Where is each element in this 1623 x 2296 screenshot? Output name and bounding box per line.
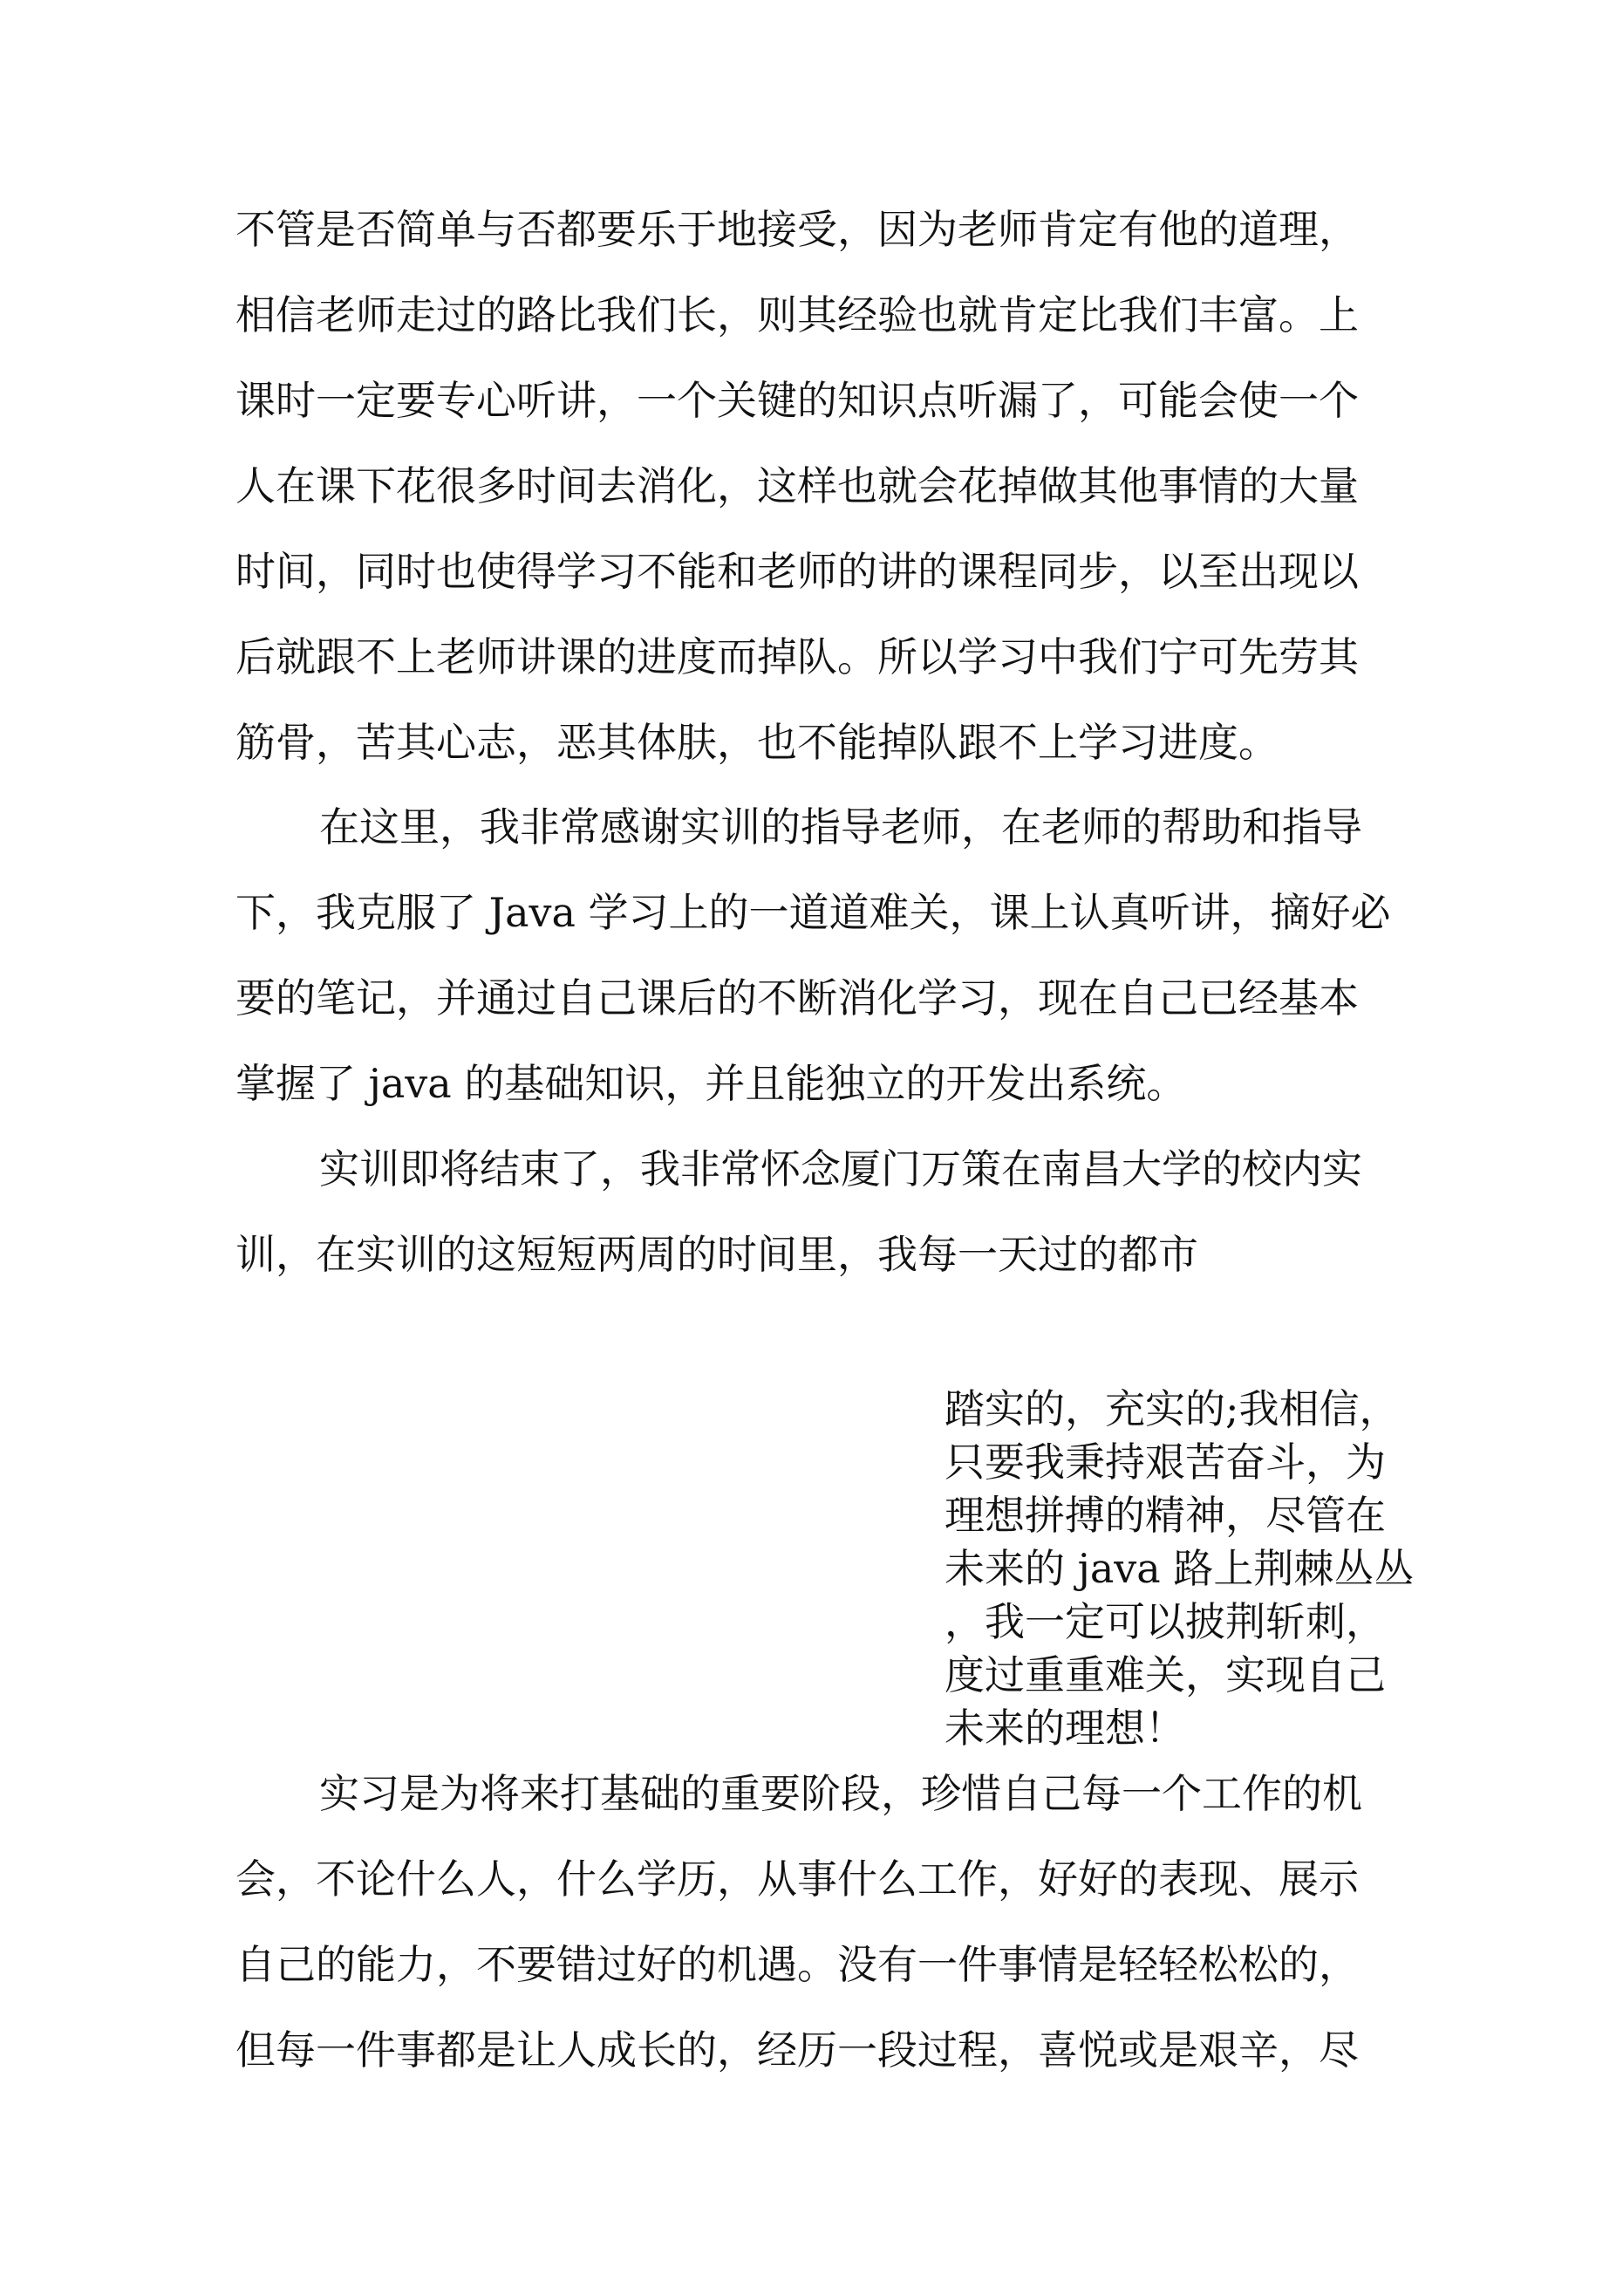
text-line: 课时一定要专心听讲，一个关键的知识点听漏了，可能会使一个	[235, 377, 1359, 424]
paragraph-4-narrow-column	[944, 1383, 1415, 1755]
text-line: 未来的理想！	[944, 1705, 1185, 1752]
text-line: 度过重重难关，实现自己	[944, 1651, 1386, 1698]
text-line: 后就跟不上老师讲课的进度而掉队。所以学习中我们宁可先劳其	[235, 633, 1359, 680]
text-line: 相信老师走过的路比我们长，则其经验也就肯定比我们丰富。上	[235, 291, 1359, 338]
text-line: 未来的 java 路上荆棘丛丛	[944, 1545, 1415, 1592]
text-line: 在这里，我非常感谢实训的指导老师，在老师的帮助和指导	[319, 803, 1362, 851]
text-line: 实训即将结束了，我非常怀念厦门万策在南昌大学的校内实	[319, 1145, 1362, 1192]
text-line: 实习是为将来打基础的重要阶段，珍惜自己每一个工作的机	[319, 1770, 1362, 1817]
text-line: 要的笔记，并通过自己课后的不断消化学习，现在自己已经基本	[235, 974, 1359, 1022]
paragraph-3	[235, 1126, 1408, 1297]
paragraph-5	[235, 1751, 1408, 2093]
text-line: 踏实的，充实的;我相信，	[944, 1385, 1400, 1432]
text-line: 自己的能力，不要错过好的机遇。没有一件事情是轻轻松松的，	[235, 1941, 1359, 1988]
text-line: 会，不论什么人，什么学历，从事什么工作，好好的表现、展示	[235, 1855, 1359, 1903]
text-line: 人在课下花很多时间去消化，这样也就会花掉做其他事情的大量	[235, 462, 1359, 509]
paragraph-1	[235, 187, 1408, 785]
text-line: 训，在实训的这短短两周的时间里，我每一天过的都市	[235, 1231, 1198, 1278]
text-line: 下，我克服了 Java 学习上的一道道难关，课上认真听讲，摘好必	[235, 889, 1391, 936]
text-line: 理想拼搏的精神，尽管在	[944, 1492, 1386, 1539]
text-line: 不管是否简单与否都要乐于地接受，因为老师肯定有他的道理，	[235, 206, 1359, 253]
text-line: 时间，同时也使得学习不能和老师的讲的课程同步，以至出现以	[235, 548, 1359, 595]
text-line: ，我一定可以披荆斩刺，	[944, 1598, 1386, 1645]
paragraph-2	[235, 784, 1408, 1126]
text-line: 掌握了 java 的基础知识，并且能独立的开发出系统。	[235, 1060, 1187, 1107]
text-line: 筋骨，苦其心志，恶其体肤，也不能掉队跟不上学习进度。	[235, 719, 1279, 766]
text-line: 但每一件事都是让人成长的，经历一段过程，喜悦或是艰辛，尽	[235, 2026, 1359, 2074]
text-line: 只要我秉持艰苦奋斗，为	[944, 1438, 1386, 1486]
